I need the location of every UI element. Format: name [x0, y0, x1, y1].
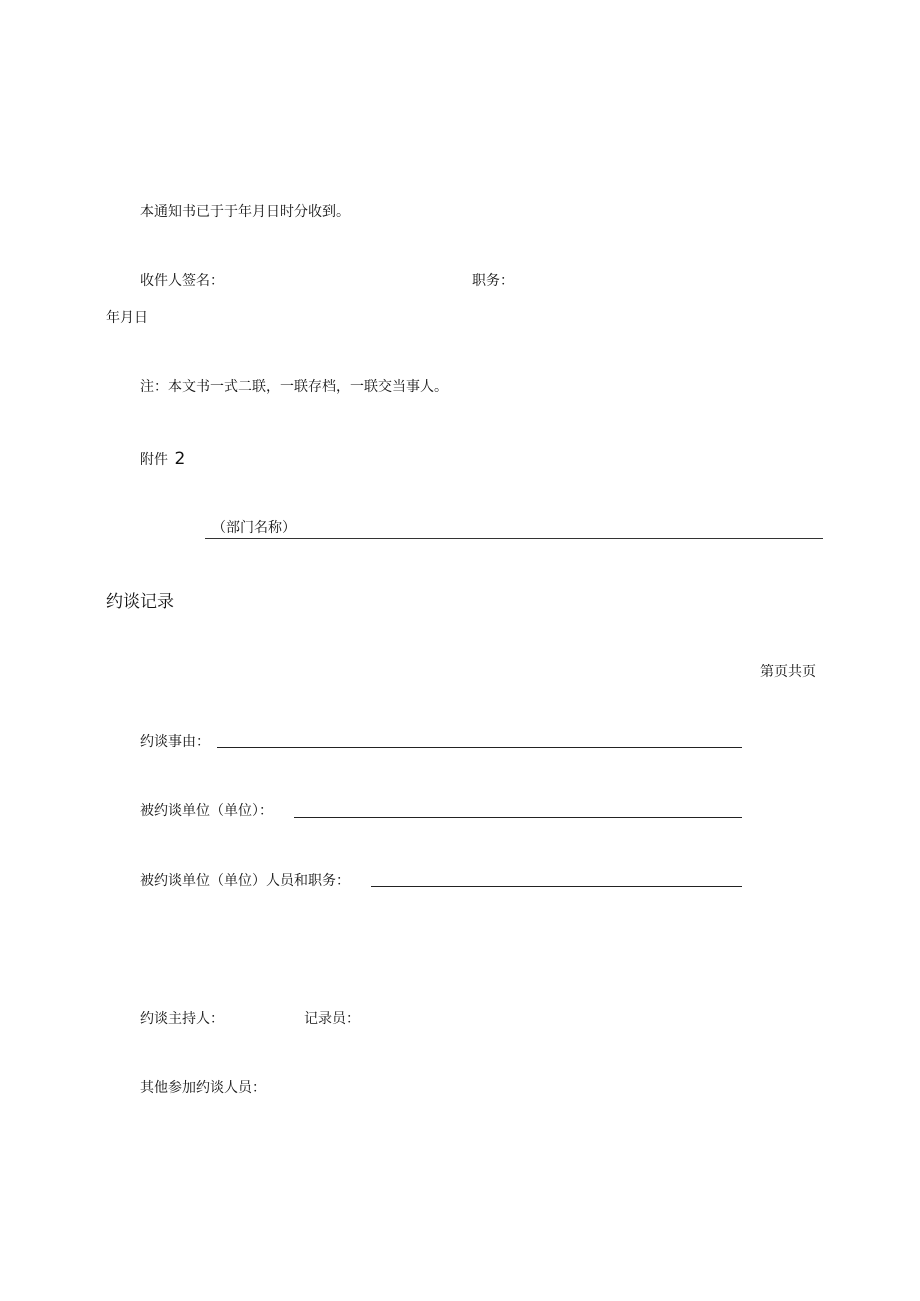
unit-label: 被约谈单位（单位）：: [140, 803, 273, 819]
note-text: 注：本文书一式二联，一联存档，一联交当事人。: [140, 379, 448, 395]
host-label: 约谈主持人：: [140, 1011, 224, 1027]
attachment-number: 2: [174, 449, 186, 469]
unit-field[interactable]: [294, 817, 742, 818]
date-text: 年月日: [106, 310, 148, 326]
received-statement: 本通知书已于于年月日时分收到。: [140, 204, 350, 220]
reason-label: 约谈事由：: [140, 734, 210, 750]
personnel-label: 被约谈单位（单位）人员和职务：: [140, 873, 350, 889]
recorder-label: 记录员：: [304, 1011, 360, 1027]
attachment-label: 附件: [140, 452, 168, 468]
department-divider: [205, 538, 823, 539]
recipient-signature-label: 收件人签名：: [140, 273, 224, 289]
page-counter: 第页共页: [760, 664, 816, 680]
department-name: （部门名称）: [212, 520, 296, 536]
position-label: 职务：: [472, 273, 514, 289]
other-participants-label: 其他参加约谈人员：: [140, 1080, 266, 1096]
personnel-field[interactable]: [371, 886, 742, 887]
attachment-heading: [140, 450, 185, 469]
page-title: 约谈记录: [106, 592, 174, 612]
reason-field[interactable]: [217, 747, 742, 748]
